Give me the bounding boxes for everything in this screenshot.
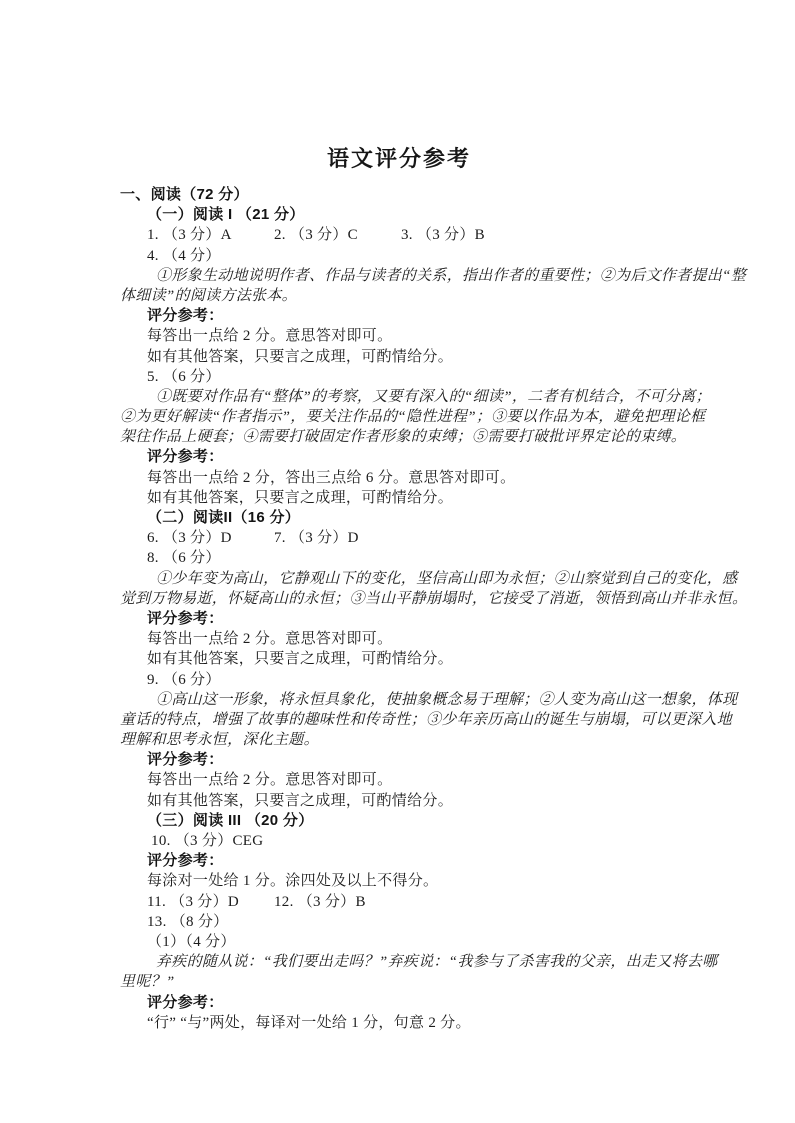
scoring-note-label: 评分参考：	[147, 993, 224, 1011]
question-answer: 3. （3 分）B	[401, 227, 485, 244]
subsection-heading: （二）阅读II（16 分）	[147, 509, 301, 526]
question-answer: 6. （3 分）D	[147, 530, 232, 547]
question-answer: 12. （3 分）B	[274, 893, 366, 910]
answer-text-line: ①少年变为高山，它静观山下的变化，坚信高山即为永恒；②山察觉到自己的变化，感	[156, 570, 738, 587]
section-heading: 一、阅读（72 分）	[120, 186, 249, 203]
question-answer: 1. （3 分）A	[147, 227, 232, 244]
scoring-note-text: 如有其他答案，只要言之成理，可酌情给分。	[147, 651, 454, 668]
subsection-heading: （三）阅读 III （20 分）	[147, 811, 314, 829]
scoring-note-text: 每答出一点给 2 分。意思答对即可。	[147, 772, 393, 789]
question-score-line: 5. （6 分）	[147, 368, 221, 385]
scoring-note-label: 评分参考：	[147, 751, 224, 769]
scoring-note-text: 如有其他答案，只要言之成理，可酌情给分。	[147, 792, 454, 809]
subsection-heading: （一）阅读 I （21 分）	[147, 206, 305, 224]
scoring-note-text: 每答出一点给 2 分。意思答对即可。	[147, 328, 393, 345]
scoring-note-label: 评分参考：	[147, 852, 224, 870]
question-answer: 2. （3 分）C	[274, 227, 358, 244]
scoring-note-text: 每答出一点给 2 分。意思答对即可。	[147, 631, 393, 648]
document-body	[120, 146, 748, 1033]
document-lines	[120, 185, 748, 1033]
answer-text-line: 体细读”的阅读方法张本。	[120, 287, 297, 304]
scoring-note-text: 如有其他答案，只要言之成理，可酌情给分。	[147, 348, 454, 365]
scoring-note-text: “行” “与”两处，每译对一处给 1 分，句意 2 分。	[147, 1014, 471, 1031]
answer-text-line: 弃疾的随从说：“我们要出走吗？”弃疾说：“我参与了杀害我的父亲，出走又将去哪	[156, 954, 718, 971]
scoring-note-text: 每涂对一处给 1 分。涂四处及以上不得分。	[147, 873, 439, 890]
answer-text-line: 觉到万物易逝，怀疑高山的永恒；③当山平静崩塌时，它接受了消逝，领悟到高山并非永恒。	[120, 590, 748, 607]
question-answers-row	[120, 892, 678, 912]
answer-text-line: ①既要对作品有“整体”的考察，又要有深入的“细读”，二者有机结合，不可分离；	[156, 388, 711, 405]
question-score-line: （1）（4 分）	[147, 933, 236, 950]
question-answers-row	[120, 528, 678, 548]
scoring-note-label: 评分参考：	[147, 307, 224, 325]
scoring-note-label: 评分参考：	[147, 448, 224, 466]
answer-text-line: ①高山这一形象，将永恒具象化，使抽象概念易于理解；②人变为高山这一想象，体现	[156, 691, 738, 708]
scoring-note-text: 如有其他答案，只要言之成理，可酌情给分。	[147, 489, 454, 506]
document-title: 语文评分参考	[326, 146, 471, 171]
scoring-note-label: 评分参考：	[147, 609, 224, 627]
question-score-line: 10. （3 分）CEG	[147, 833, 264, 849]
question-score-line: 8. （6 分）	[147, 550, 221, 567]
answer-text-line: 里呢？”	[120, 974, 175, 991]
question-score-line: 9. （6 分）	[147, 671, 221, 688]
question-answer: 11. （3 分）D	[147, 893, 240, 910]
answer-text-line: 童话的特点，增强了故事的趣味性和传奇性；③少年亲历高山的诞生与崩塌，可以更深入地	[120, 711, 733, 728]
answer-text-line: ②为更好解读“作者指示”，要关注作品的“隐性进程”；③要以作品为本，避免把理论框	[120, 409, 706, 426]
question-answers-row	[120, 225, 678, 245]
scoring-note-text: 每答出一点给 2 分，答出三点给 6 分。意思答对即可。	[147, 469, 516, 486]
answer-text-line: ①形象生动地说明作者、作品与读者的关系，指出作者的重要性；②为后文作者提出“整	[156, 267, 747, 284]
question-score-line: 4. （4 分）	[147, 247, 221, 264]
question-score-line: 13. （8 分）	[147, 913, 229, 930]
answer-text-line: 理解和思考永恒，深化主题。	[120, 732, 319, 749]
question-answer: 7. （3 分）D	[274, 530, 359, 547]
answer-text-line: 架往作品上硬套；④需要打破固定作者形象的束缚；⑤需要打破批评界定论的束缚。	[120, 429, 687, 446]
